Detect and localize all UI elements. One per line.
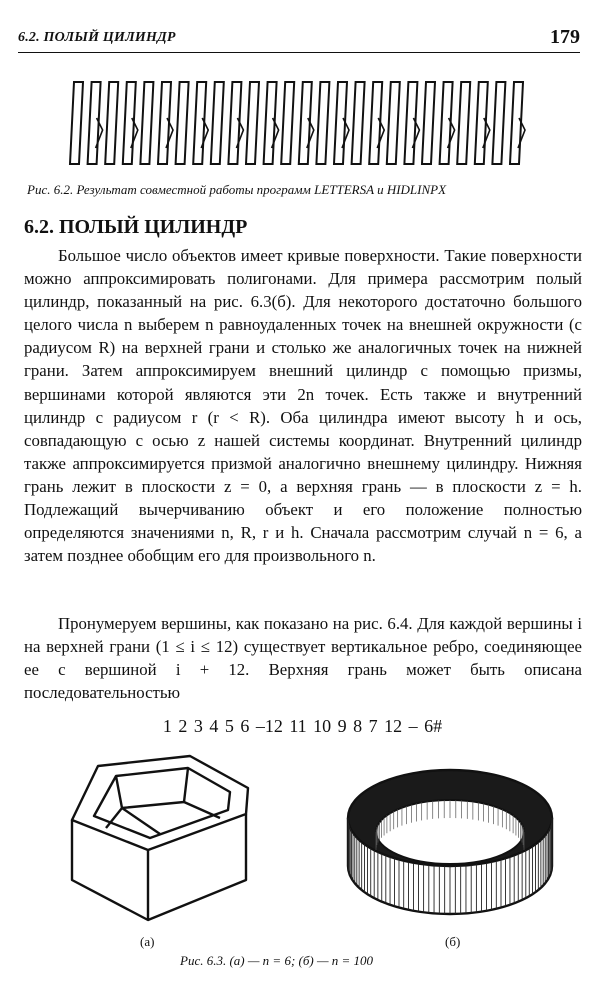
letter-bar xyxy=(281,82,294,164)
figure-6-3b-hollow-cylinder xyxy=(340,750,560,932)
vertex-sequence: 1 2 3 4 5 6 –12 11 10 9 8 7 12 – 6# xyxy=(162,716,443,736)
figure-6-3-caption: Рис. 6.3. (а) — n = 6; (б) — n = 100 xyxy=(180,953,374,968)
cylinder-drawing xyxy=(348,770,552,914)
letter-bar xyxy=(246,82,259,164)
figure-6-2-letters xyxy=(66,78,536,170)
section-title: 6.2. ПОЛЫЙ ЦИЛИНДР xyxy=(24,216,248,238)
letter-bar xyxy=(457,82,470,164)
figure-6-3b-label: (б) xyxy=(445,934,461,949)
letter-bar xyxy=(352,82,365,164)
letter-bar xyxy=(105,82,118,164)
letter-bar xyxy=(70,82,83,164)
letter-bar xyxy=(176,82,189,164)
letter-bar xyxy=(492,82,505,164)
paragraph-1: Большое число объектов имеет кривые поверхности. Такие поверхности можно аппроксимировать полигонами. Для примера рассмотрим полый цилиндр, показанный на рис. 6.3(б). Для некоторого достаточно большого целого числа n выберем n равноудаленных точек на внешней окружности (с радиусом R) на верхней грани и столько же аналогичных точек на нижней грани. Затем аппроксимируем внешний цилиндр с помощью призмы, вершинами которой являются эти 2n точек. Есть также и внутренний цилиндр с радиусом r (r < R). Оба цилиндра имеют высоту h и ось, совпадающую с осью z нашей системы координат. Внутренний цилиндр также аппроксимируется призмой аналогично внешнему цилиндру. Нижняя грань лежит в плоскости z = 0, а верхняя грань — в плоскости z = h. Подлежащий вычерчиванию объект и его положение полностью определяются значениями n, R, r и h. Сначала рассмотрим случай n = 6, а затем позднее обобщим его для произвольного n. xyxy=(24,246,582,566)
letter-bar xyxy=(316,82,329,164)
letter-bar xyxy=(422,82,435,164)
page-number: 179 xyxy=(550,26,580,48)
running-header xyxy=(18,26,580,53)
paragraph-2: Пронумеруем вершины, как показано на рис. 6.4. Для каждой вершины i на верхней грани (1 ≤ i ≤ 12) существует вертикальное ребро, соединяющее ее с вершиной i + 12. Верхняя грань может быть описана последовательностью xyxy=(24,614,582,703)
letter-bar xyxy=(140,82,153,164)
letter-bar xyxy=(211,82,224,164)
figure-6-3a-hexagonal-prism xyxy=(60,750,260,930)
figure-6-3a-label: (а) xyxy=(140,934,155,949)
figure-6-2-caption: Рис. 6.2. Результат совместной работы программ LETTERSA и HIDLINPX xyxy=(27,182,447,197)
letter-bar xyxy=(387,82,400,164)
letter-bars xyxy=(70,82,525,164)
header-title: 6.2. ПОЛЫЙ ЦИЛИНДР xyxy=(18,30,176,45)
